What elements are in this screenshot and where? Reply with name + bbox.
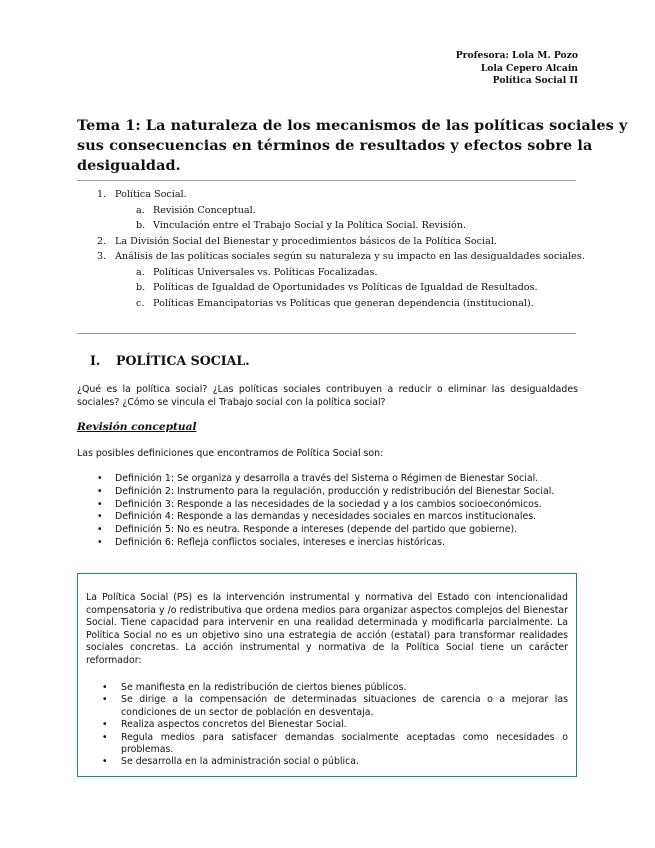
bullet-icon: • xyxy=(97,536,103,548)
toc-item xyxy=(77,265,579,281)
paragraph-line: reformador: xyxy=(86,654,142,666)
definitions-list xyxy=(97,473,554,550)
bullet-icon: • xyxy=(102,756,108,768)
paragraph-line: La Política Social (PS) es la intervención instrumental y normativa del Estado con intencionalidad xyxy=(86,592,568,603)
toc-text: Política Social. xyxy=(115,189,187,200)
box-bullet-list xyxy=(102,682,568,769)
list-item-text: Definición 2: Instrumento para la regulación, producción y redistribución del Bienestar Social. xyxy=(115,485,555,497)
definition-box xyxy=(77,573,577,777)
header-line-author: Profesora: Lola M. Pozo xyxy=(455,50,578,61)
toc-number: c. xyxy=(136,297,145,309)
bullet-icon: • xyxy=(102,731,108,743)
list-item xyxy=(97,537,554,550)
section-title: POLÍTICA SOCIAL. xyxy=(116,353,250,368)
header-line-course: Política Social II xyxy=(492,75,578,87)
list-item xyxy=(102,694,568,719)
list-item-text: Definición 4: Responde a las demandas y necesidades sociales en marcos institucionales. xyxy=(115,511,537,523)
toc-number: b. xyxy=(136,282,146,293)
box-paragraph xyxy=(86,592,568,668)
list-item xyxy=(102,732,568,757)
bullet-icon: • xyxy=(102,719,108,731)
toc-item xyxy=(77,218,579,234)
list-item-text: Definición 5: No es neutra. Responde a intereses (depende del partido que gobierne). xyxy=(115,524,518,536)
bullet-icon: • xyxy=(97,485,103,497)
paragraph-line: ¿Qué es la política social? ¿Las políticas sociales contribuyen a reducir o eliminar las desigualdades xyxy=(77,384,578,395)
bullet-icon: • xyxy=(97,511,103,523)
toc-text: Políticas Universales vs. Políticas Focalizadas. xyxy=(153,266,378,278)
divider-top xyxy=(77,180,576,181)
list-item xyxy=(97,524,554,537)
list-item-text: Realiza aspectos concretos del Bienestar Social. xyxy=(121,719,347,731)
list-item-text: Se manifiesta en la redistribución de ciertos bienes públicos. xyxy=(121,682,407,693)
toc-item xyxy=(77,203,579,219)
header-line-student: Lola Cepero Alcain xyxy=(480,62,578,74)
paragraph-line: sociales? ¿Cómo se vincula el Trabajo social con la política social? xyxy=(77,396,386,408)
bullet-icon: • xyxy=(97,473,103,484)
list-item-text: Definición 6: Refleja conflictos sociales, intereses e inercias históricas. xyxy=(115,536,446,548)
list-item xyxy=(97,473,554,486)
list-item xyxy=(102,682,568,694)
toc-item xyxy=(77,234,579,250)
toc-text: Políticas de Igualdad de Oportunidades vs Políticas de Igualdad de Resultados. xyxy=(153,282,538,293)
table-of-contents xyxy=(77,187,585,311)
list-item xyxy=(97,486,554,499)
toc-item xyxy=(77,280,579,296)
toc-number: 2. xyxy=(97,235,107,247)
toc-text: Análisis de las políticas sociales según su naturaleza y su impacto en las desigualdades sociales. xyxy=(115,251,585,262)
toc-text: Vinculación entre el Trabajo Social y la Política Social. Revisión. xyxy=(153,220,467,231)
list-item-text: Definición 1: Se organiza y desarrolla a través del Sistema o Régimen de Bienestar Social. xyxy=(115,473,539,484)
list-item-text: Definición 3: Responde a las necesidades de la sociedad y a los cambios socioeconómicos. xyxy=(115,498,542,510)
list-item-text: Se dirige a la compensación de determinadas situaciones de carencia o a mejorar las xyxy=(121,694,568,706)
document-header xyxy=(456,50,578,88)
page-title xyxy=(77,116,628,176)
list-item xyxy=(102,756,568,768)
bullet-icon: • xyxy=(102,694,108,706)
intro-question xyxy=(77,384,578,409)
title-line: sus consecuencias en términos de resultados y efectos sobre la xyxy=(77,137,593,154)
toc-text: Políticas Emancipatorias vs Políticas que generan dependencia (institucional). xyxy=(153,297,534,309)
toc-number: b. xyxy=(136,220,146,231)
title-line: desigualdad. xyxy=(77,157,181,174)
list-item xyxy=(97,511,554,524)
definitions-intro xyxy=(77,448,578,461)
divider-bottom xyxy=(77,333,576,334)
toc-number: 1. xyxy=(97,189,107,200)
section-numeral: I. xyxy=(90,353,101,368)
toc-number: a. xyxy=(136,266,145,278)
paragraph-line: compensatoria y /o redistributiva que ordena medios para organizar aspectos complejos del Bienestar xyxy=(86,604,568,616)
subheading-revision-conceptual: Revisión conceptual xyxy=(77,421,197,433)
paragraph-line: Política Social no es un objetivo sino una estrategia de acción (estatal) para transformar realidades xyxy=(86,629,568,641)
section-heading xyxy=(90,353,250,368)
list-item-text: problemas. xyxy=(121,744,174,756)
bullet-icon: • xyxy=(102,682,108,693)
paragraph-line: sociales concretas. La acción instrumental y normativa de la Política Social tiene un carácter xyxy=(86,642,568,654)
title-line: Tema 1: La naturaleza de los mecanismos de las políticas sociales y xyxy=(77,117,628,134)
bullet-icon: • xyxy=(97,524,103,536)
list-item xyxy=(102,719,568,731)
toc-text: Revisión Conceptual. xyxy=(153,204,256,216)
toc-item xyxy=(77,187,579,203)
toc-number: a. xyxy=(136,204,145,216)
list-item xyxy=(97,499,554,512)
toc-item xyxy=(77,296,579,312)
list-item-text: Regula medios para satisfacer demandas socialmente aceptadas como necesidades o xyxy=(121,731,568,743)
paragraph-line: Social. Tiene capacidad para intervenir en una realidad determinada y modificarla parcialmente. La xyxy=(86,617,568,629)
toc-text: La División Social del Bienestar y procedimientos básicos de la Política Social. xyxy=(115,235,497,247)
toc-number: 3. xyxy=(97,251,107,262)
list-item-text: Se desarrolla en la administración social o pública. xyxy=(121,756,359,768)
toc-item xyxy=(77,249,585,265)
bullet-icon: • xyxy=(97,498,103,510)
paragraph-line: Las posibles definiciones que encontramos de Política Social son: xyxy=(77,448,384,459)
list-item-text: condiciones de un sector de población en desventaja. xyxy=(121,706,374,718)
